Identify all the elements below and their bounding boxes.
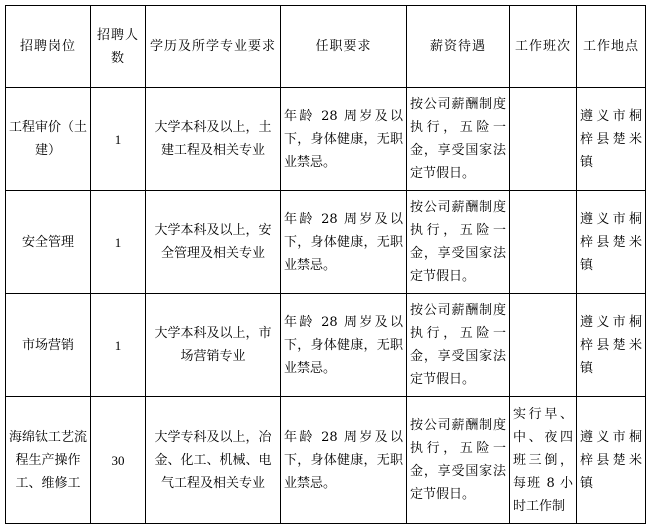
- cell-position: 市场营销: [6, 294, 91, 397]
- cell-requirements: 年龄 28 周岁及以下，身体健康，无职业禁忌。: [281, 294, 407, 397]
- table-row: [6, 88, 646, 191]
- header-education: 学历及所学专业要求: [146, 6, 281, 88]
- cell-salary: 按公司薪酬制度执行，五险一金，享受国家法定节假日。: [407, 191, 510, 294]
- table-row: [6, 294, 646, 397]
- cell-salary: 按公司薪酬制度执行，五险一金，享受国家法定节假日。: [407, 294, 510, 397]
- cell-count: 30: [91, 397, 146, 524]
- cell-salary: 按公司薪酬制度执行，五险一金，享受国家法定节假日。: [407, 397, 510, 524]
- cell-requirements: 年龄 28 周岁及以下，身体健康，无职业禁忌。: [281, 88, 407, 191]
- cell-location: 遵义市桐梓县楚米镇: [577, 88, 646, 191]
- cell-count: 1: [91, 191, 146, 294]
- cell-shift: 实行早、中、夜四班三倒，每班 8 小时工作制: [510, 397, 577, 524]
- cell-shift: [510, 294, 577, 397]
- cell-position: 工程审价（土建）: [6, 88, 91, 191]
- header-count: 招聘人数: [91, 6, 146, 88]
- cell-shift: [510, 191, 577, 294]
- recruitment-table: [5, 5, 646, 524]
- cell-position: 安全管理: [6, 191, 91, 294]
- cell-education: 大学本科及以上，安全管理及相关专业: [146, 191, 281, 294]
- cell-location: 遵义市桐梓县楚米镇: [577, 191, 646, 294]
- cell-education: 大学本科及以上，土建工程及相关专业: [146, 88, 281, 191]
- cell-requirements: 年龄 28 周岁及以下，身体健康，无职业禁忌。: [281, 191, 407, 294]
- table-row: [6, 191, 646, 294]
- cell-location: 遵义市桐梓县楚米镇: [577, 397, 646, 524]
- header-position: 招聘岗位: [6, 6, 91, 88]
- cell-salary: 按公司薪酬制度执行，五险一金，享受国家法定节假日。: [407, 88, 510, 191]
- cell-shift: [510, 88, 577, 191]
- cell-count: 1: [91, 88, 146, 191]
- cell-location: 遵义市桐梓县楚米镇: [577, 294, 646, 397]
- table-row: [6, 397, 646, 524]
- cell-education: 大学专科及以上，冶金、化工、机械、电气工程及相关专业: [146, 397, 281, 524]
- header-requirements: 任职要求: [281, 6, 407, 88]
- header-location: 工作地点: [577, 6, 646, 88]
- cell-education: 大学本科及以上，市场营销专业: [146, 294, 281, 397]
- header-shift: 工作班次: [510, 6, 577, 88]
- cell-count: 1: [91, 294, 146, 397]
- cell-position: 海绵钛工艺流程生产操作工、维修工: [6, 397, 91, 524]
- header-salary: 薪资待遇: [407, 6, 510, 88]
- cell-requirements: 年龄 28 周岁及以下，身体健康，无职业禁忌。: [281, 397, 407, 524]
- header-row: [6, 6, 646, 88]
